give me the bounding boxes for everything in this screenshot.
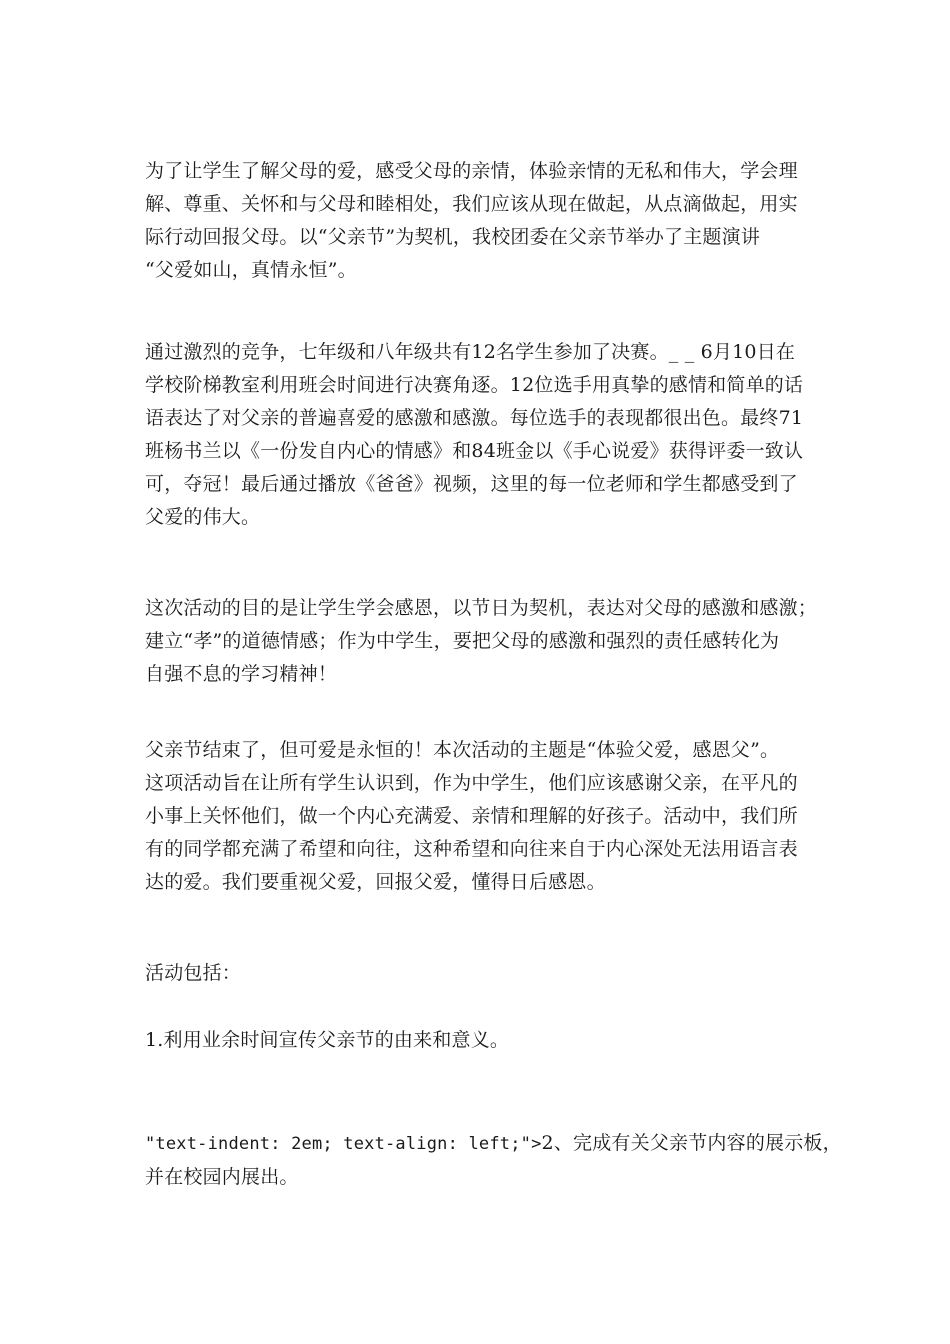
text-segment: 2、完成有关父亲节内容的展示板，	[541, 1132, 842, 1154]
paragraph-conclusion	[145, 734, 810, 899]
text-line: 达的爱。我们要重视父爱，回报父爱，懂得日后感恩。	[145, 871, 606, 893]
text-line: 语表达了对父亲的普遍喜爱的感激和感激。每位选手的表现都很出色。最终71	[145, 407, 804, 429]
text-line: 这次活动的目的是让学生学会感恩，以节日为契机，表达对父母的感激和感激；	[145, 597, 818, 619]
text-line: 可，夺冠！最后通过播放《爸爸》视频，这里的每一位老师和学生都感受到了	[145, 473, 798, 495]
text-line: 自强不息的学习精神！	[145, 663, 338, 685]
text-line: 通过激烈的竞争，七年级和八年级共有12名学生参加了决赛。_ _ 6月10日在	[145, 341, 796, 363]
paragraph-activities-heading	[145, 957, 810, 990]
text-line: 解、尊重、关怀和与父母和睦相处，我们应该从现在做起，从点滴做起，用实	[145, 193, 798, 215]
text-line: 为了让学生了解父母的爱，感受父母的亲情，体验亲情的无私和伟大，学会理	[145, 160, 798, 182]
list-item-activity-1	[145, 1024, 810, 1057]
text-line: 建立“孝”的道德情感；作为中学生，要把父母的感激和强烈的责任感转化为	[145, 630, 780, 652]
text-line: 班杨书兰以《一份发自内心的情感》和84班金以《手心说爱》获得评委一致认	[145, 440, 804, 462]
text-line: 父亲节结束了，但可爱是永恒的！本次活动的主题是“体验父爱，感恩父”。	[145, 739, 780, 761]
paragraph-competition	[145, 336, 810, 534]
text-line	[145, 1127, 842, 1161]
stray-markup-text: "text-indent: 2em; text-align: left;">	[145, 1134, 542, 1154]
text-line: 这项活动旨在让所有学生认识到，作为中学生，他们应该感谢父亲，在平凡的	[145, 772, 798, 794]
text-line: “父爱如山，真情永恒”。	[145, 259, 357, 281]
text-line: 活动包括：	[145, 962, 242, 984]
paragraph-purpose	[145, 592, 818, 691]
text-line: 学校阶梯教室利用班会时间进行决赛角逐。12位选手用真挚的感情和简单的话	[145, 374, 804, 396]
text-line: 小事上关怀他们，做一个内心充满爱、亲情和理解的好孩子。活动中，我们所	[145, 805, 798, 827]
list-item-activity-2	[145, 1127, 842, 1194]
text-line: 有的同学都充满了希望和向往，这种希望和向往来自于内心深处无法用语言表	[145, 838, 798, 860]
text-line: 际行动回报父母。以“父亲节”为契机，我校团委在父亲节举办了主题演讲	[145, 226, 761, 248]
text-line: 1.利用业余时间宣传父亲节的由来和意义。	[145, 1029, 510, 1051]
text-line: 父爱的伟大。	[145, 506, 261, 528]
paragraph-intro	[145, 155, 810, 287]
text-line: 并在校园内展出。	[145, 1166, 299, 1188]
